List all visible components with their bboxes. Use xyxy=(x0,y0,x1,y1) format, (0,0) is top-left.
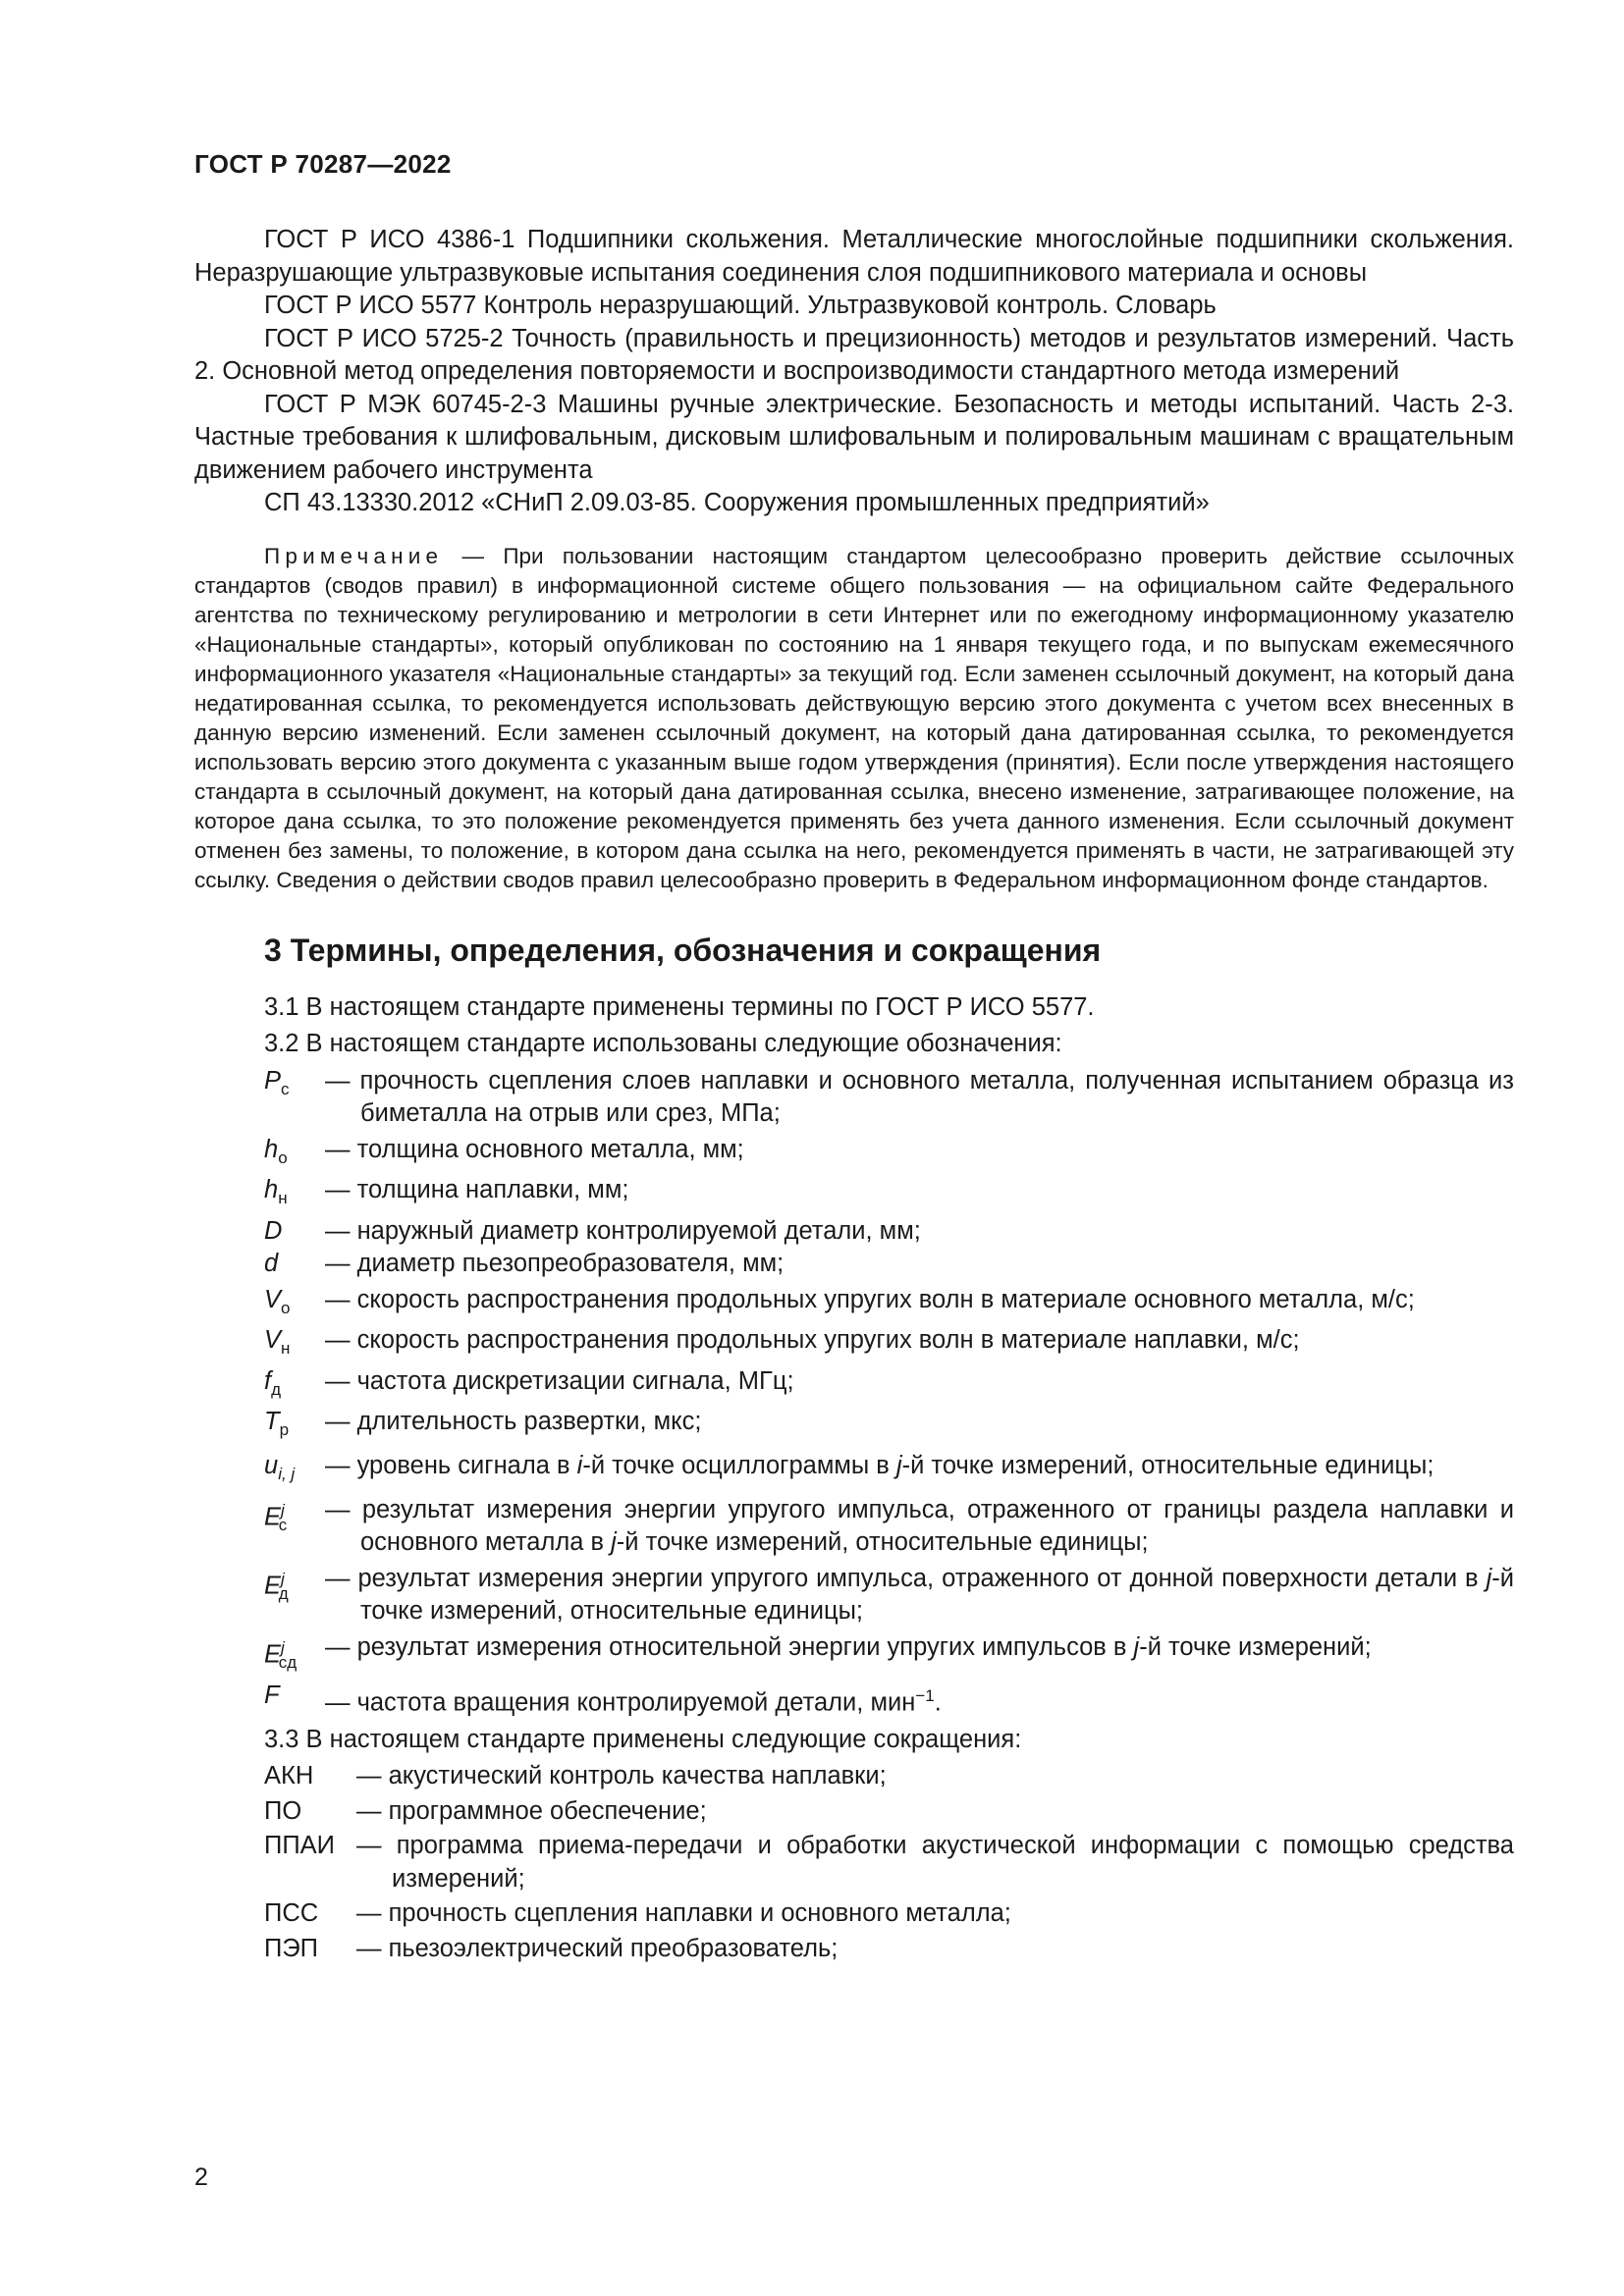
reference-gost-iso-4386-1: ГОСТ Р ИСО 4386-1 Подшипники скольжения. Металлические многослойные подшипники скольжения. Неразрушающие ультразвуковые испытания соединения слоя подшипникового материала и основы xyxy=(194,226,1514,287)
symbol: D xyxy=(264,1216,283,1245)
symbol-definition: — длительность развертки, мкс; xyxy=(325,1408,702,1436)
symbol: $E^j_д$ xyxy=(264,1569,289,1604)
abbreviation-row xyxy=(264,1933,1514,1966)
symbol: $E^j_с$ xyxy=(264,1500,288,1535)
page-content xyxy=(194,224,1514,1967)
reference-gost-iso-5725-2: ГОСТ Р ИСО 5725-2 Точность (правильность и прецизионность) методов и результатов измерений. Часть 2. Основной метод определения повторяемости и воспроизводимости стандартного метода измерений xyxy=(194,324,1514,385)
symbol-definition: — толщина наплавки, мм; xyxy=(325,1176,629,1204)
abbreviation: ПЭП xyxy=(264,1934,318,1962)
symbol-definition: — наружный диаметр контролируемой детали, мм; xyxy=(325,1216,921,1245)
symbol-definition: — результат измерения энергии упругого импульса, отраженного от границы раздела наплавки и основного металла в j-й точке измерений, относительные единицы; xyxy=(325,1495,1514,1557)
symbol-row xyxy=(264,1406,1514,1447)
symbol-row xyxy=(264,1284,1514,1325)
abbreviation: ПСС xyxy=(264,1899,319,1928)
symbol-row xyxy=(264,1631,1514,1680)
abbreviation-definition: — пьезоэлектрический преобразователь; xyxy=(356,1934,839,1962)
symbols-list xyxy=(264,1065,1514,1720)
symbol-definition: — частота дискретизации сигнала, МГц; xyxy=(325,1366,794,1395)
abbreviation-definition: — прочность сцепления наплавки и основного металла; xyxy=(356,1899,1011,1928)
abbreviation-definition: — программное обеспечение; xyxy=(356,1796,707,1825)
symbol: $E^j_{сд}$ xyxy=(264,1637,298,1673)
symbol: $h_о$ xyxy=(264,1135,288,1167)
abbreviation-row xyxy=(264,1760,1514,1793)
reference-sp-43: СП 43.13330.2012 «СНиП 2.09.03-85. Сооружения промышленных предприятий» xyxy=(264,489,1210,516)
symbol-row xyxy=(264,1450,1514,1491)
symbol-definition: — уровень сигнала в i-й точке осциллограммы в j-й точке измерений, относительные единицы; xyxy=(325,1452,1435,1480)
section-3-title: 3 Термины, определения, обозначения и сокращения xyxy=(264,932,1102,968)
symbol: $h_н$ xyxy=(264,1176,288,1208)
symbol-row xyxy=(264,1248,1514,1281)
symbol-row xyxy=(264,1134,1514,1175)
note-label: Примечание xyxy=(264,543,444,568)
reference-gost-iso-5577: ГОСТ Р ИСО 5577 Контроль неразрушающий. Ультразвуковой контроль. Словарь xyxy=(264,292,1217,319)
symbol-row xyxy=(264,1215,1514,1249)
symbol-row xyxy=(264,1680,1514,1720)
clause-3-3: 3.3 В настоящем стандарте применены следующие сокращения: xyxy=(264,1725,1022,1753)
abbreviation-row xyxy=(264,1795,1514,1829)
symbol: d xyxy=(264,1250,279,1278)
symbol-definition: — результат измерения относительной энергии упругих импульсов в j-й точке измерений; xyxy=(325,1632,1372,1661)
symbol: $T_р$ xyxy=(264,1408,290,1440)
symbol: $u_{i, j}$ xyxy=(264,1452,296,1484)
symbol-definition: — прочность сцепления слоев наплавки и основного металла, полученная испытанием образца из биметалла на отрыв или срез, МПа; xyxy=(325,1066,1514,1127)
clause-3-2: 3.2 В настоящем стандарте использованы следующие обозначения: xyxy=(264,1030,1062,1057)
symbol: $V_н$ xyxy=(264,1326,291,1359)
symbol: $f_д$ xyxy=(264,1366,282,1399)
symbol: $P_с$ xyxy=(264,1066,290,1098)
clause-3-1: 3.1 В настоящем стандарте применены термины по ГОСТ Р ИСО 5577. xyxy=(264,992,1095,1021)
symbol-row xyxy=(264,1494,1514,1560)
note-paragraph xyxy=(194,542,1514,895)
symbol-definition: — результат измерения энергии упругого импульса, отраженного от донной поверхности детали в j-й точке измерений, относительные единицы; xyxy=(325,1564,1514,1626)
symbol-row xyxy=(264,1365,1514,1407)
abbreviation-row xyxy=(264,1897,1514,1931)
abbreviation: ППАИ xyxy=(264,1832,335,1860)
symbol-definition: — скорость распространения продольных упругих волн в материале основного металла, м/с; xyxy=(325,1285,1415,1313)
symbol: F xyxy=(264,1681,280,1709)
symbol-row xyxy=(264,1174,1514,1215)
note-text: — При пользовании настоящим стандартом целесообразно проверить действие ссылочных стандартов (сводов правил) в информационной системе общего пользования — на официальном сайте Федерального агентства по техническому регулированию и метрологии в сети Интернет или по ежегодному информационному указателю «Национальные стандарты», который опубликован по состоянию на 1 января текущего года, и по выпускам ежемесячного информационного указателя «Национальные стандарты» за текущий год. Если заменен ссылочный документ, на который дана недатированная ссылка, то рекомендуется использовать действующую версию этого документа с учетом всех внесенных в данную версию изменений. Если заменен ссылочный документ, на который дана датированная ссылка, то рекомендуется использовать версию этого документа с указанным выше годом утверждения (принятия). Если после утверждения настоящего стандарта в ссылочный документ, на который дана датированная ссылка, внесено изменение, затрагивающее положение, на которое дана ссылка, то это положение рекомендуется применять без учета данного изменения. Если ссылочный документ отменен без замены, то положение, в котором дана ссылка на него, рекомендуется применять в части, не затрагивающей эту ссылку. Сведения о действии сводов правил целесообразно проверить в Федеральном информационном фонде стандартов. xyxy=(194,543,1514,892)
symbol: $V_о$ xyxy=(264,1285,291,1317)
symbol-definition: — диаметр пьезопреобразователя, мм; xyxy=(325,1250,785,1278)
symbol-definition: — частота вращения контролируемой детали, мин$^{-1}$. xyxy=(325,1685,942,1717)
document-header: ГОСТ Р 70287—2022 xyxy=(194,149,452,179)
symbol-row xyxy=(264,1065,1514,1131)
abbreviation-definition: — акустический контроль качества наплавки; xyxy=(356,1762,887,1790)
abbreviations-list xyxy=(264,1760,1514,1965)
abbreviation: АКН xyxy=(264,1762,314,1790)
abbreviation-row xyxy=(264,1830,1514,1896)
symbol-definition: — толщина основного металла, мм; xyxy=(325,1135,744,1163)
page-number: 2 xyxy=(194,2163,208,2191)
symbol-row xyxy=(264,1563,1514,1629)
reference-gost-iec-60745-2-3: ГОСТ Р МЭК 60745-2-3 Машины ручные электрические. Безопасность и методы испытаний. Часть 2-3. Частные требования к шлифовальным, дисковым шлифовальным и полировальным машинам с вращательным движением рабочего инструмента xyxy=(194,390,1514,484)
symbol-row xyxy=(264,1324,1514,1365)
abbreviation-definition: — программа приема-передачи и обработки акустической информации с помощью средства измерений; xyxy=(356,1832,1514,1893)
symbol-definition: — скорость распространения продольных упругих волн в материале наплавки, м/с; xyxy=(325,1326,1300,1355)
abbreviation: ПО xyxy=(264,1796,302,1825)
